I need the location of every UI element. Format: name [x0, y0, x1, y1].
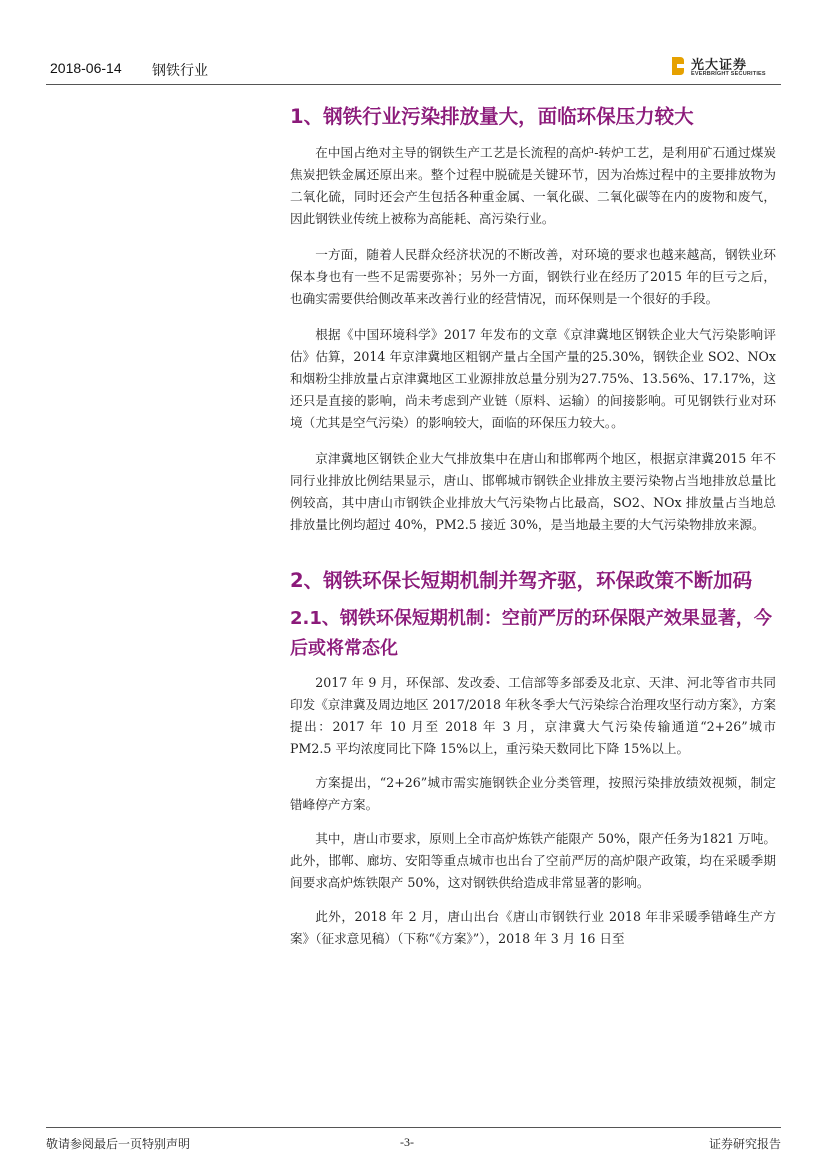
paragraph: 此外，2018 年 2 月，唐山出台《唐山市钢铁行业 2018 年非采暖季错峰生产方案》（征求意见稿）（下称“《方案》”），2018 年 3 月 16 日至	[290, 909, 776, 946]
report-date: 2018-06-14	[50, 60, 122, 76]
main-content	[290, 100, 776, 950]
section-2-1-title: 2.1、钢铁环保短期机制：空前严厉的环保限产效果显著，今后或将常态化	[290, 608, 772, 659]
footer-divider	[46, 1127, 781, 1128]
section-2-title: 2、钢铁环保长短期机制并驾齐驱，环保政策不断加码	[290, 569, 753, 592]
industry-label: 钢铁行业	[152, 63, 208, 79]
logo-mark-icon	[671, 56, 685, 76]
disclaimer-note: 敬请参阅最后一页特别声明	[46, 1137, 191, 1151]
header-divider	[46, 84, 781, 85]
paragraph: 2017 年 9 月，环保部、发改委、工信部等多部委及北京、天津、河北等省市共同印发《京津冀及周边地区 2017/2018 年秋冬季大气污染综合治理攻坚行动方案》，方案提出：2017 年 10 月至 2018 年 3 月，京津冀大气污染传输通道“2+26”城市 PM2.5 平均浓度同比下降 15%以上，重污染天数同比下降 15%以上。	[290, 675, 776, 756]
paragraph: 在中国占绝对主导的钢铁生产工艺是长流程的高炉-转炉工艺，是利用矿石通过煤炭焦炭把铁金属还原出来。整个过程中脱硫是关键环节，因为冶炼过程中的主要排放物为二氧化硫，同时还会产生包括各种重金属、一氧化碳、二氧化碳等在内的废物和废气，因此钢铁业传统上被称为高能耗、高污染行业。	[290, 145, 776, 226]
paragraph: 一方面，随着人民群众经济状况的不断改善，对环境的要求也越来越高，钢铁业环保本身也有一些不足需要弥补；另外一方面，钢铁行业在经历了2015 年的巨亏之后，也确实需要供给侧改革来改善行业的经营情况，而环保则是一个很好的手段。	[290, 247, 776, 306]
everbright-logo	[671, 54, 781, 80]
section-1-title: 1、钢铁行业污染排放量大，面临环保压力较大	[290, 105, 694, 128]
paragraph: 根据《中国环境科学》2017 年发布的文章《京津冀地区钢铁企业大气污染影响评估》估算，2014 年京津冀地区粗钢产量占全国产量的25.30%，钢铁企业 SO2、NOx 和烟粉尘排放量占京津冀地区工业源排放总量分别为27.75%、13.56%、17.17%，这还只是直接的影响，尚未考虑到产业链（原料、运输）的间接影响。可见钢铁行业对环境（尤其是空气污染）的影响较大，面临的环保压力较大。。	[290, 327, 776, 430]
paragraph: 京津冀地区钢铁企业大气排放集中在唐山和邯郸两个地区，根据京津冀2015 年不同行业排放比例结果显示，唐山、邯郸城市钢铁企业排放主要污染物占当地排放总量比例较高，其中唐山市钢铁企业排放大气污染物占比最高，SO2、NOx 排放量占当地总排放量比例均超过 40%，PM2.5 接近 30%，是当地最主要的大气污染物排放来源。	[290, 451, 776, 532]
page-number: -3-	[400, 1135, 414, 1149]
report-type: 证券研究报告	[708, 1137, 781, 1151]
page-header	[46, 54, 781, 84]
paragraph: 其中，唐山市要求，原则上全市高炉炼铁产能限产 50%，限产任务为1821 万吨。此外，邯郸、廊坊、安阳等重点城市也出台了空前严厉的高炉限产政策，均在采暖季期间要求高炉炼铁限产 50%，这对钢铁供给造成非常显著的影响。	[290, 831, 776, 890]
logo-text-cn: 光大证券	[691, 58, 748, 73]
logo-text-en: EVERBRIGHT SECURITIES	[691, 71, 766, 77]
paragraph: 方案提出，“2+26”城市需实施钢铁企业分类管理，按照污染排放绩效视频，制定错峰停产方案。	[290, 775, 776, 812]
